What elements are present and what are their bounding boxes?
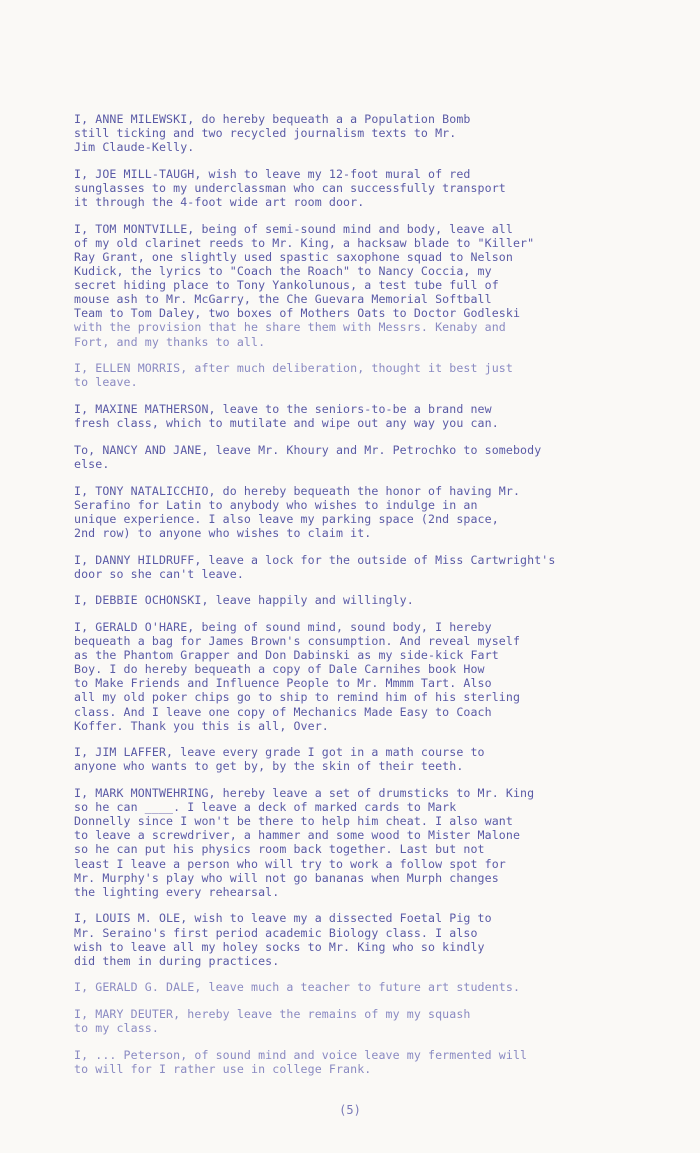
text-line: I, ELLEN MORRIS, after much deliberation, thought it best just (74, 361, 513, 376)
text-line: Fort, and my thanks to all. (74, 334, 266, 349)
text-line: I, DEBBIE OCHONSKI, leave happily and willingly. (74, 593, 414, 608)
text-line: of my old clarinet reeds to Mr. King, a hacksaw blade to "Killer" (74, 235, 535, 250)
text-line: I, MAXINE MATHERSON, leave to the seniors-to-be a brand new (74, 401, 492, 416)
text-line: to leave. (74, 375, 138, 390)
text-line: Team to Tom Daley, two boxes of Mothers Oats to Doctor Godleski (74, 306, 521, 321)
text-line: Koffer. Thank you this is all, Over. (74, 718, 329, 733)
text-line: Ray Grant, one slightly used spastic saxophone squad to Nelson (74, 249, 513, 264)
bequest-paragraph (74, 361, 624, 389)
text-line: so he can ____. I leave a deck of marked cards to Mark (74, 800, 457, 815)
text-line: to Make Friends and Influence People to Mr. Mmmm Tart. Also (74, 676, 492, 691)
text-line: else. (74, 456, 110, 471)
text-line: bequeath a bag for James Brown's consumption. And reveal myself (74, 634, 521, 649)
bequest-paragraph (74, 553, 624, 581)
text-line: Serafino for Latin to anybody who wishes to indulge in an (74, 497, 478, 512)
text-line: I, ... Peterson, of sound mind and voice leave my fermented will (74, 1047, 528, 1062)
text-line: I, ANNE MILEWSKI, do hereby bequeath a a Population Bomb (74, 112, 471, 126)
text-line: Boy. I do hereby bequeath a copy of Dale Carnihes book How (74, 662, 485, 677)
bequest-paragraph (74, 167, 624, 209)
text-line: secret hiding place to Tony Yankolunous, a test tube full of (74, 278, 499, 293)
text-line: still ticking and two recycled journalism texts to Mr. (74, 126, 457, 141)
bequest-paragraph (74, 786, 624, 899)
text-line: least I leave a person who will try to work a follow spot for (74, 856, 506, 871)
bequest-paragraph (74, 484, 624, 540)
bequest-paragraph (74, 745, 624, 773)
text-line: I, LOUIS M. OLE, wish to leave my a dissected Foetal Pig to (74, 911, 492, 926)
text-line: it through the 4-foot wide art room door. (74, 195, 365, 210)
text-line: as the Phantom Grapper and Don Dabinski as my side-kick Fart (74, 648, 499, 663)
text-line: unique experience. I also leave my parking space (2nd space, (74, 511, 499, 526)
text-line: I, GERALD O'HARE, being of sound mind, sound body, I hereby (74, 619, 492, 634)
text-line: to will for I rather use in college Frank. (74, 1061, 372, 1076)
text-line: I, TOM MONTVILLE, being of semi-sound mind and body, leave all (74, 221, 513, 236)
text-line: I, MARY DEUTER, hereby leave the remains of my my squash (74, 1007, 471, 1022)
text-line: anyone who wants to get by, by the skin of their teeth. (74, 759, 464, 774)
bequest-paragraph (74, 443, 624, 471)
text-line: Kudick, the lyrics to "Coach the Roach" to Nancy Coccia, my (74, 264, 492, 279)
text-line: Jim Claude-Kelly. (74, 140, 195, 155)
text-line: Mr. Murphy's play who will not go bananas when Murph changes (74, 870, 499, 885)
text-line: To, NANCY AND JANE, leave Mr. Khoury and Mr. Petrochko to somebody (74, 442, 542, 457)
text-line: 2nd row) to anyone who wishes to claim it. (74, 525, 372, 540)
text-line: all my old poker chips go to ship to remind him of his sterling (74, 690, 521, 705)
text-line: wish to leave all my holey socks to Mr. King who so kindly (74, 939, 485, 954)
text-line: mouse ash to Mr. McGarry, the Che Guevara Memorial Softball (74, 292, 492, 307)
text-line: sunglasses to my underclassman who can successfully transport (74, 180, 506, 195)
text-line: did them in during practices. (74, 953, 280, 968)
text-line: Mr. Seraino's first period academic Biology class. I also (74, 925, 478, 940)
bequest-paragraph (74, 620, 624, 733)
page-number: (5) (339, 1103, 361, 1117)
text-line: I, GERALD G. DALE, leave much a teacher to future art students. (74, 980, 521, 995)
text-line: I, JIM LAFFER, leave every grade I got in a math course to (74, 745, 485, 760)
text-line: fresh class, which to mutilate and wipe out any way you can. (74, 416, 499, 431)
bequest-paragraph (74, 980, 624, 994)
text-line: to leave a screwdriver, a hammer and some wood to Mister Malone (74, 828, 521, 843)
text-line: Donnelly since I won't be there to help him cheat. I also want (74, 814, 513, 829)
text-line: to my class. (74, 1021, 159, 1036)
text-line: so he can put his physics room back together. Last but not (74, 842, 485, 857)
document-body (74, 112, 624, 1089)
bequest-paragraph (74, 911, 624, 967)
bequest-paragraph (74, 402, 624, 430)
text-line: class. And I leave one copy of Mechanics Made Easy to Coach (74, 704, 492, 719)
text-line: door so she can't leave. (74, 566, 244, 581)
text-line: I, TONY NATALICCHIO, do hereby bequeath the honor of having Mr. (74, 483, 521, 498)
text-line: the lighting every rehearsal. (74, 884, 280, 899)
text-line: I, MARK MONTWEHRING, hereby leave a set of drumsticks to Mr. King (74, 786, 535, 801)
bequest-paragraph (74, 1048, 624, 1076)
bequest-paragraph (74, 222, 624, 349)
text-line: I, DANNY HILDRUFF, leave a lock for the outside of Miss Cartwright's (74, 552, 556, 567)
bequest-paragraph (74, 593, 624, 607)
bequest-paragraph (74, 112, 624, 154)
text-line: I, JOE MILL-TAUGH, wish to leave my 12-foot mural of red (74, 166, 471, 181)
bequest-paragraph (74, 1007, 624, 1035)
text-line: with the provision that he share them with Messrs. Kenaby and (74, 320, 506, 335)
